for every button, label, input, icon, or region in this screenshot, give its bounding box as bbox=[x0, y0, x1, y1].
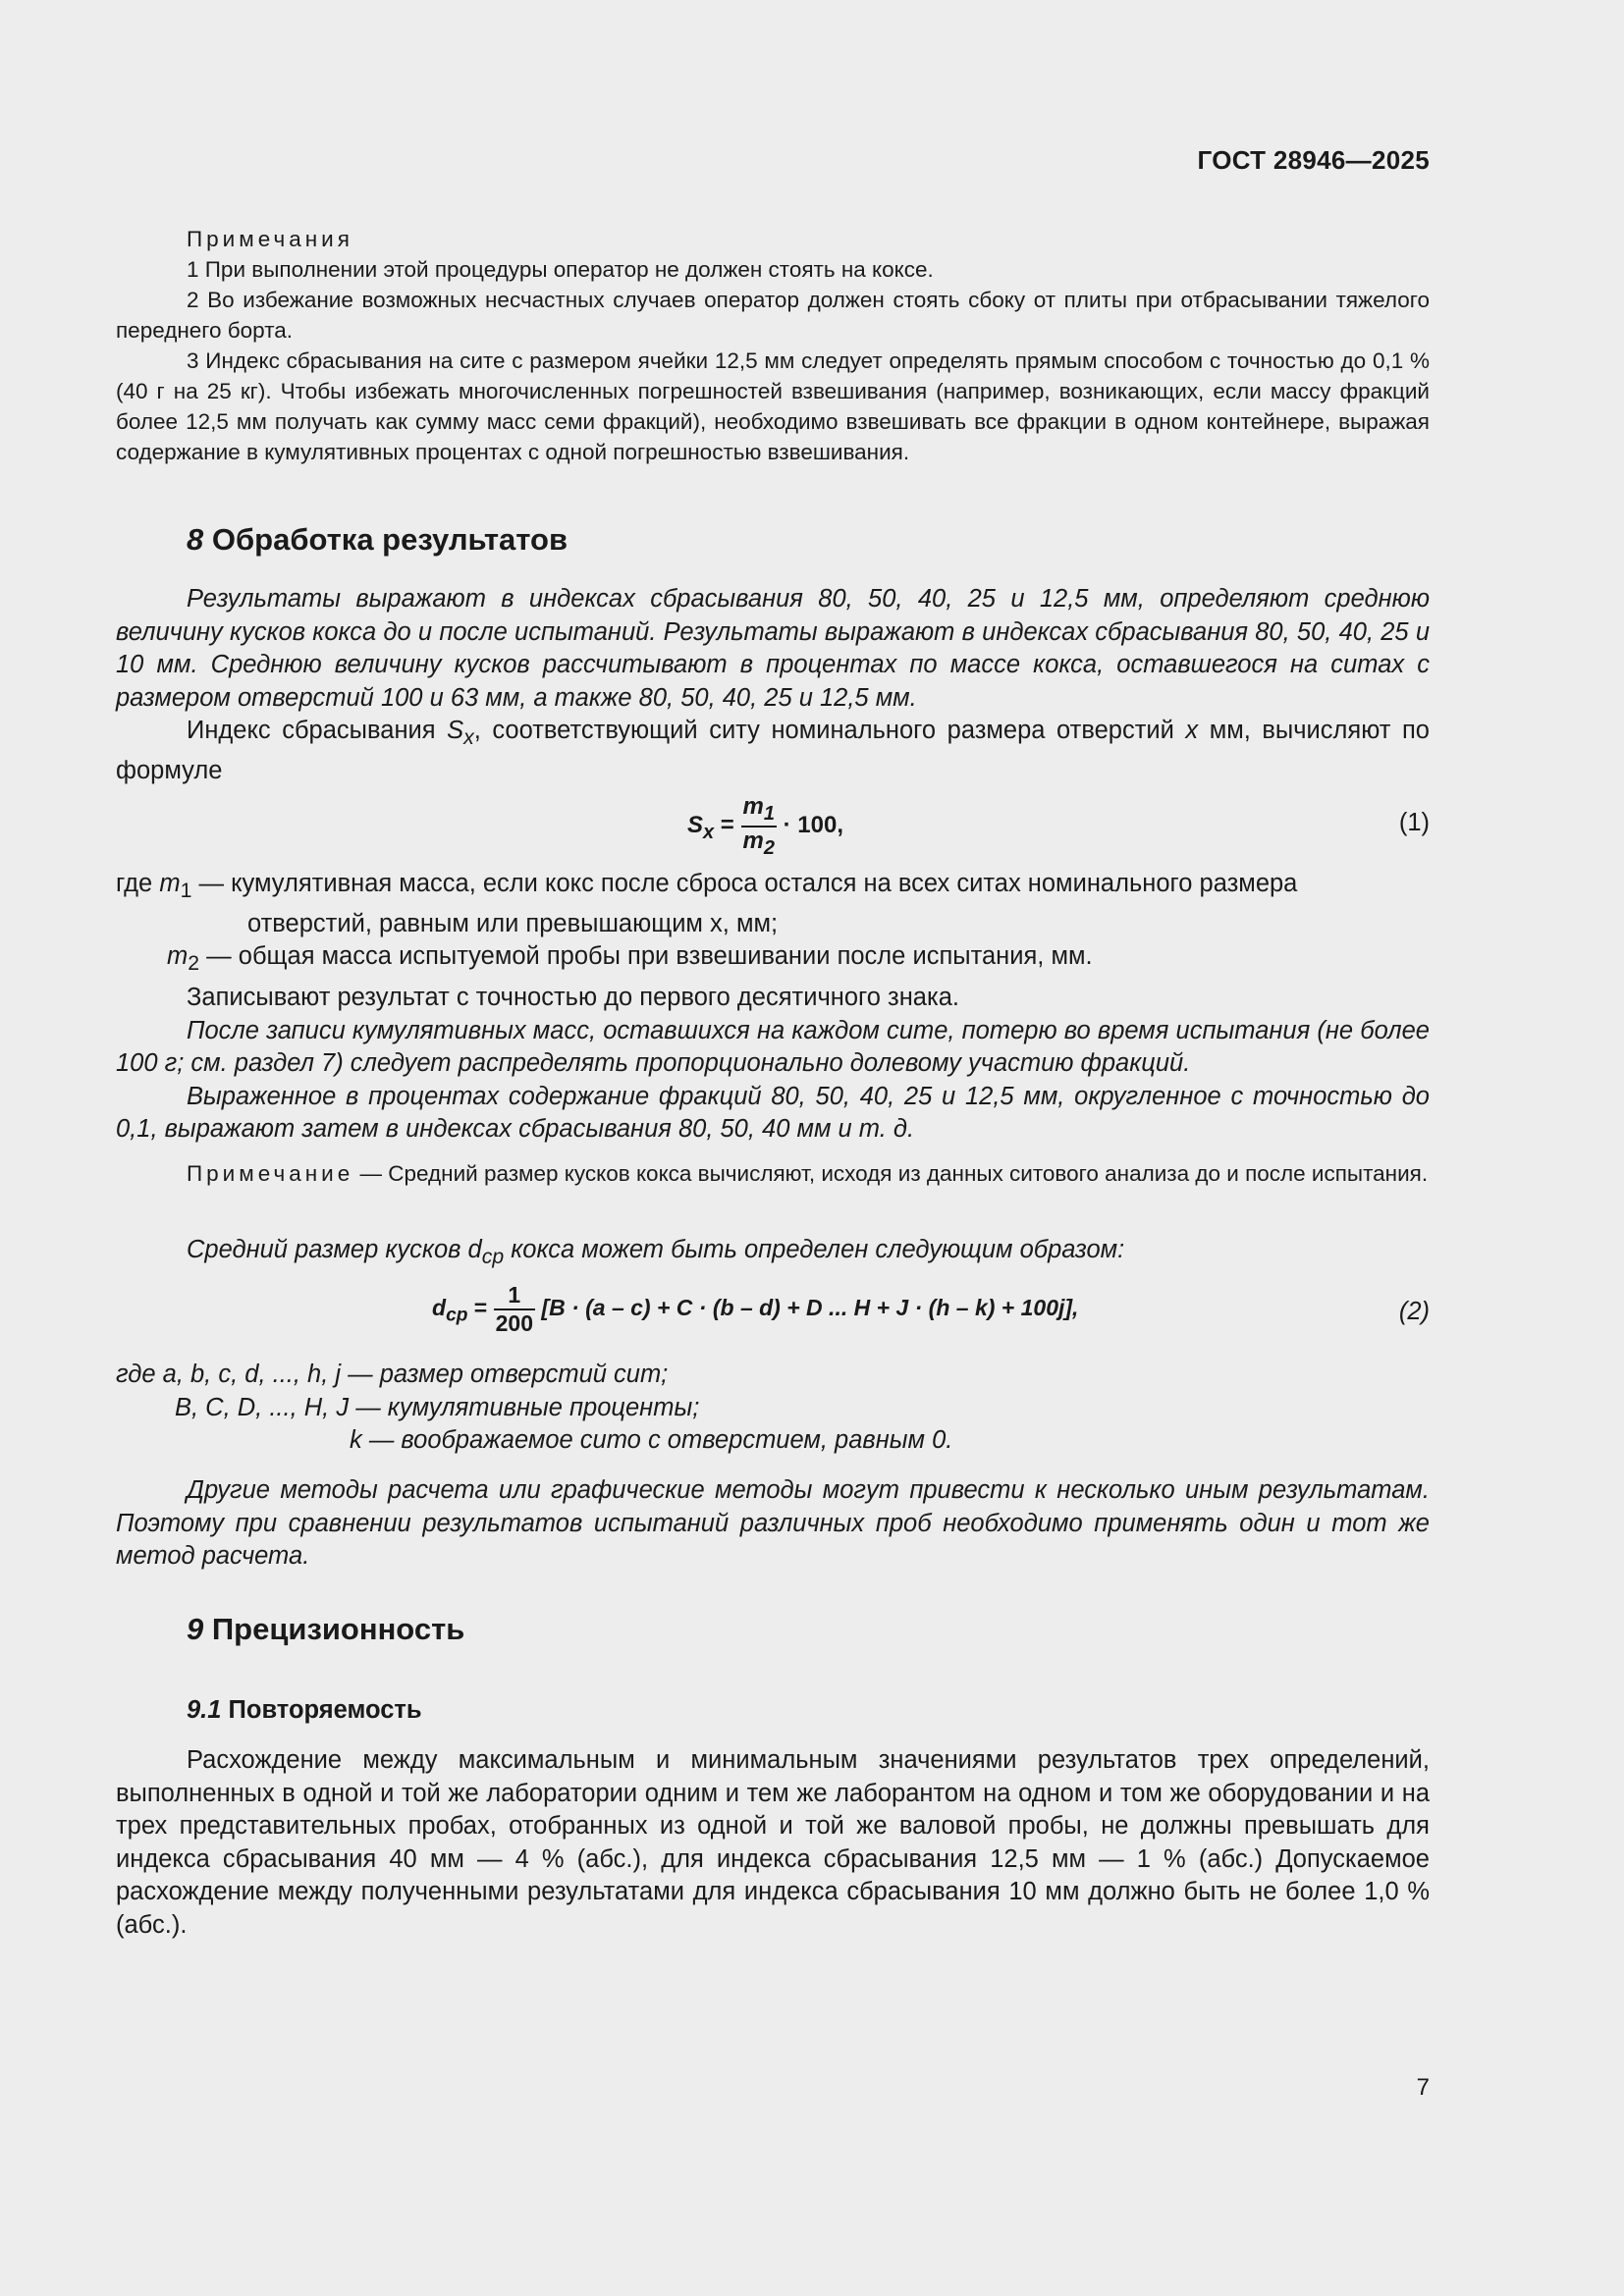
section-8-body-middle bbox=[116, 982, 1430, 1147]
note-item-3: 3 Индекс сбрасывания на сите с размером ячейки 12,5 мм следует определять прямым способом с точностью до 0,1 % (40 г на 25 кг). Чтобы избежать многочисленных погрешностей взвешивания (например, возникающих, если массу фракций более 12,5 мм получать как сумму масс семи фракций), необходимо взвешивать все фракции в одном контейнере, выражая содержание в кумулятивных процентах с одной погрешностью взвешивания. bbox=[116, 348, 1430, 464]
subsection-9-1-heading bbox=[187, 1696, 422, 1725]
formula-1-number: (1) bbox=[1398, 809, 1430, 836]
section-8-para-7: Другие методы расчета или графические методы могут привести к несколько иным результатам. Поэтому при сравнении результатов испытаний различных проб необходимо применять один и тот же метод расчета. bbox=[116, 1476, 1430, 1570]
section-8-para-2: Индекс сбрасывания $S_x$, соответствующий ситу номинального размера отверстий x мм, вычисляют по формуле bbox=[116, 717, 1430, 784]
notes-block bbox=[116, 224, 1430, 467]
def-m2: $m_2$ — общая масса испытуемой пробы при взвешивании после испытания, мм. bbox=[167, 942, 1093, 976]
formula-2-fraction: $\frac{1}{200}$ bbox=[495, 1282, 534, 1336]
section-9-title: Прецизионность bbox=[211, 1612, 465, 1646]
subsection-9-1-title: Повторяемость bbox=[228, 1696, 422, 1724]
formula-2-definitions bbox=[116, 1359, 1430, 1458]
section-8-note bbox=[116, 1158, 1430, 1189]
formula-1-definitions bbox=[116, 868, 1430, 981]
note-text: — Средний размер кусков кокса вычисляют, исходя из данных ситового анализа до и после испытания. bbox=[353, 1161, 1429, 1186]
section-8-para-4: После записи кумулятивных масс, оставшихся на каждом сите, потерю во время испытания (не более 100 г; см. раздел 7) следует распределять пропорционально долевому участию фракций. bbox=[116, 1016, 1430, 1077]
section-8-para-5: Выраженное в процентах содержание фракций 80, 50, 40, 25 и 12,5 мм, округленное с точностью до 0,1, выражают затем в индексах сбрасывания 80, 50, 40 мм и т. д. bbox=[116, 1082, 1430, 1143]
def-sieve-sizes: где a, b, c, d, ..., h, j — размер отверстий сит; bbox=[116, 1361, 669, 1388]
def-m1: где $m_1$ — кумулятивная масса, если кокс после сброса остался на всех ситах номинального размера bbox=[116, 870, 1298, 903]
def-imaginary-sieve: k — воображаемое сито с отверстием, равным 0. bbox=[350, 1426, 953, 1454]
notes-title: Примечания bbox=[187, 227, 353, 251]
subsection-9-1-body: Расхождение между максимальным и минимальным значениями результатов трех определений, выполненных в одной и той же лаборатории одним и тем же лаборантом на одном и том же оборудовании и на трех представительных пробах, отобранных из одной и той же валовой пробы, не должны превышать для индекса сбрасывания 40 мм — 4 % (абс.), для индекса сбрасывания 12,5 мм — 1 % (абс.) Допускаемое расхождение между полученными результатами для индекса сбрасывания 10 мм должно быть не более 1,0 % (абс.). bbox=[116, 1746, 1430, 1939]
formula-2-number: (2) bbox=[1398, 1298, 1430, 1325]
subsection-9-1-number: 9.1 bbox=[187, 1696, 222, 1724]
note-label: Примечание bbox=[187, 1161, 354, 1186]
def-m1-continued: отверстий, равным или превышающим x, мм; bbox=[247, 909, 779, 937]
formula-1-fraction: $\frac{m_1}{m_2}$ bbox=[742, 793, 775, 859]
note-item-1: 1 При выполнении этой процедуры оператор не должен стоять на коксе. bbox=[187, 257, 934, 282]
formula-2: $d_{ср}$ = $\frac{1}{200}$ [B · (a – c) + C · (b – d) + D ... H + J · (h – k) + 100j], bbox=[432, 1282, 1079, 1336]
standard-header: ГОСТ 28946—2025 bbox=[1197, 145, 1430, 175]
section-8-para-3: Записывают результат с точностью до первого десятичного знака. bbox=[187, 984, 959, 1011]
section-8-body-top bbox=[116, 583, 1430, 787]
section-8-para-1: Результаты выражают в индексах сбрасывания 80, 50, 40, 25 и 12,5 мм, определяют среднюю величину кусков кокса до и после испытаний. Результаты выражают в индексах сбрасывания 80, 50, 40, 25 и 10 мм. Среднюю величину кусков рассчитывают в процентах по массе кокса, оставшегося на ситах с размером отверстий 100 и 63 мм, а также 80, 50, 40, 25 и 12,5 мм. bbox=[116, 585, 1430, 712]
section-8-para-6: Средний размер кусков $d_{ср}$ кокса может быть определен следующим образом: bbox=[187, 1236, 1125, 1269]
section-9-number: 9 bbox=[187, 1612, 204, 1646]
page-number: 7 bbox=[1416, 2074, 1430, 2101]
section-8-number: 8 bbox=[187, 522, 204, 557]
section-8-title: Обработка результатов bbox=[211, 522, 568, 557]
section-8-heading bbox=[187, 522, 568, 558]
note-item-2: 2 Во избежание возможных несчастных случаев оператор должен стоять сбоку от плиты при отбрасывании тяжелого переднего борта. bbox=[116, 288, 1430, 343]
def-cumulative-percents: B, C, D, ..., H, J — кумулятивные проценты; bbox=[175, 1393, 700, 1421]
formula-1: $S_x$ = $\frac{m_1}{m_2}$ · 100, bbox=[687, 793, 844, 859]
section-9-heading bbox=[187, 1612, 464, 1647]
